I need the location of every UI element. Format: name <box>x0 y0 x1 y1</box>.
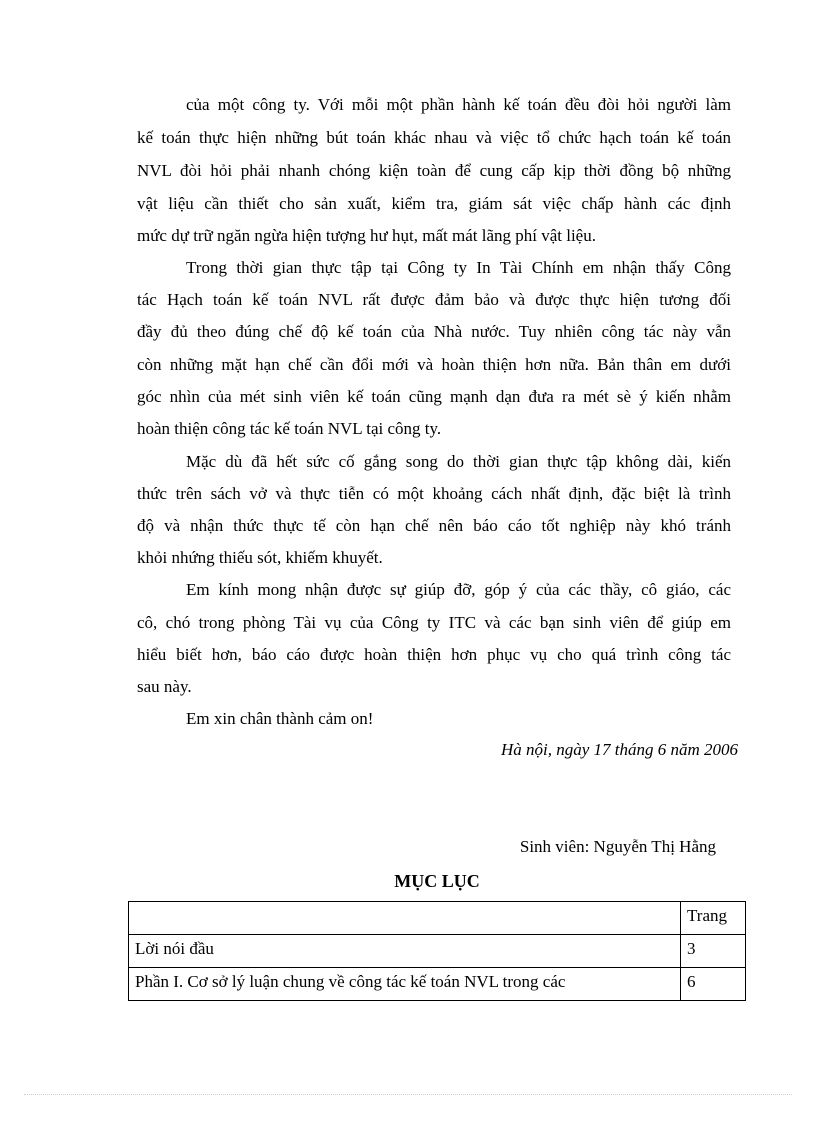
toc-header-page: Trang <box>681 902 746 935</box>
toc-entry-title: Phần I. Cơ sở lý luận chung về công tác kế toán NVL trong các <box>129 968 681 1001</box>
toc-entry-page: 3 <box>681 935 746 968</box>
paragraph-line: hoàn thiện công tác kế toán NVL tại công ty. <box>137 419 442 438</box>
toc-entry-page: 6 <box>681 968 746 1001</box>
date-line: Hà nội, ngày 17 tháng 6 năm 2006 <box>500 740 738 759</box>
paragraph-line: NVL đòi hỏi phải nhanh chóng kiện toàn để cung cấp kịp thời đồng bộ những <box>137 161 731 180</box>
toc-row <box>129 968 746 1001</box>
paragraph-line: vật liệu cần thiết cho sản xuất, kiểm tra, giám sát việc chấp hành các định <box>137 194 731 213</box>
closing-thanks: Em xin chân thành cảm on! <box>186 709 374 728</box>
paragraph-line: tác Hạch toán kế toán NVL rất được đảm bảo và được thực hiện tương đối <box>137 290 731 309</box>
toc-title: MỤC LỤC <box>394 871 480 891</box>
toc-entry-title: Lời nói đầu <box>129 935 681 968</box>
paragraph-line: hiểu biết hơn, báo cáo được hoàn thiện hơn phục vụ cho quá trình công tác <box>137 645 731 664</box>
paragraph-line: sau này. <box>137 677 192 696</box>
paragraph-line: khỏi nhứng thiếu sót, khiếm khuyết. <box>137 548 383 567</box>
paragraph-line: đầy đủ theo đúng chế độ kế toán của Nhà nước. Tuy nhiên công tác này vẫn <box>137 322 731 341</box>
paragraph-line: thức trên sách vở và thực tiễn có một khoảng cách nhất định, đặc biệt là trình <box>137 484 731 503</box>
paragraph-line: còn những mặt hạn chế cần đổi mới và hoàn thiện hơn nữa. Bản thân em dưới <box>137 355 731 374</box>
toc-header-title <box>129 902 681 935</box>
paragraph-line: kế toán thực hiện những bút toán khác nhau và việc tổ chức hạch toán kế toán <box>137 128 731 147</box>
paragraph-line: góc nhìn của mét sinh viên kế toán cũng mạnh dạn đưa ra mét sè ý kiến nhằm <box>137 387 731 406</box>
toc-header-row <box>129 902 746 935</box>
toc-table <box>128 901 746 1001</box>
paragraph-line: của một công ty. Với mỗi một phần hành kế toán đều đòi hỏi người làm <box>186 95 731 114</box>
page-bottom-divider <box>24 1094 792 1095</box>
paragraph-line: mức dự trữ ngăn ngừa hiện tượng hư hụt, mất mát lãng phí vật liệu. <box>137 226 596 245</box>
paragraph-line: Em kính mong nhận được sự giúp đỡ, góp ý của các thầy, cô giáo, các <box>186 580 731 599</box>
paragraph-line: Mặc dù đã hết sức cố gắng song do thời gian thực tập không dài, kiến <box>186 452 731 471</box>
paragraph-line: cô, chó trong phòng Tài vụ của Công ty ITC và các bạn sinh viên để giúp em <box>137 613 731 632</box>
paragraph-line: độ và nhận thức thực tế còn hạn chế nên báo cáo tốt nghiệp này khó tránh <box>137 516 731 535</box>
student-signature: Sinh viên: Nguyễn Thị Hằng <box>519 837 716 856</box>
toc-row <box>129 935 746 968</box>
paragraph-line: Trong thời gian thực tập tại Công ty In Tài Chính em nhận thấy Công <box>186 258 731 277</box>
